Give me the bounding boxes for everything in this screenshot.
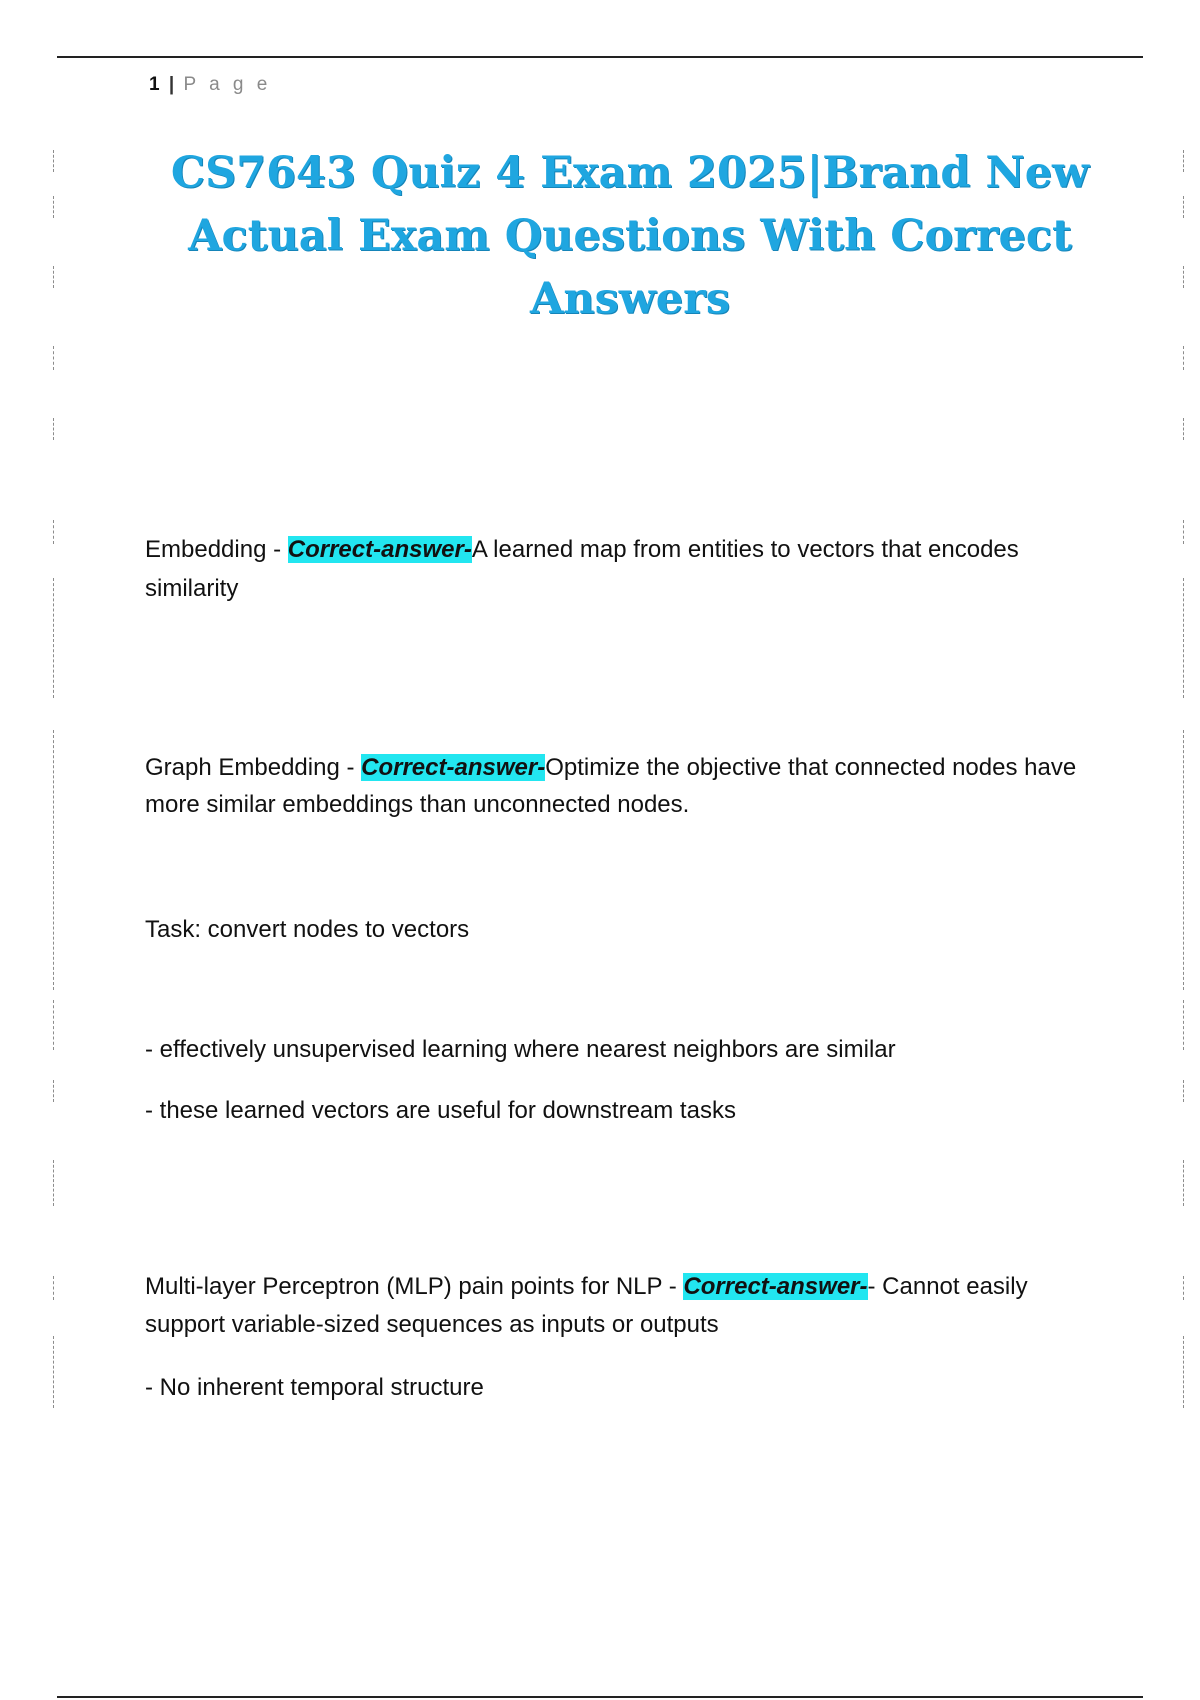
correct-answer-marker: Correct-answer- — [361, 754, 546, 781]
page-number-word: P a g e — [183, 74, 272, 95]
qa-extra-line: - effectively unsupervised learning where nearest neighbors are similar — [145, 1036, 896, 1063]
qa-graph-embedding — [145, 749, 1095, 823]
qa-term: Graph Embedding - — [145, 754, 362, 781]
qa-extra-line: - these learned vectors are useful for downstream tasks — [145, 1097, 736, 1124]
qa-term: Multi-layer Perceptron (MLP) pain points for NLP - — [145, 1273, 684, 1300]
page-number-separator: | — [168, 74, 176, 95]
qa-answer: A learned map from entities to vectors that encodes similarity — [145, 536, 1019, 602]
qa-term: Embedding - — [145, 536, 288, 563]
qa-embedding — [145, 530, 1095, 608]
qa-extra-line: Task: convert nodes to vectors — [145, 916, 470, 943]
footer-rule — [57, 1696, 1143, 1698]
correct-answer-marker: Correct-answer- — [287, 536, 472, 563]
qa-answer: - Cannot easily support variable-sized sequences as inputs or outputs — [145, 1273, 1028, 1338]
qa-mlp-pain-points — [145, 1268, 1095, 1344]
document-title: CS7643 Quiz 4 Exam 2025|Brand New Actual Exam Questions With Correct Answers — [170, 148, 1090, 324]
page-number — [149, 74, 271, 96]
header-rule — [57, 56, 1143, 58]
qa-extra-line: - No inherent temporal structure — [145, 1374, 484, 1401]
page-number-value: 1 — [149, 74, 161, 95]
correct-answer-marker: Correct-answer- — [683, 1273, 868, 1300]
qa-answer: Optimize the objective that connected nodes have more similar embeddings than unconnected nodes. — [145, 754, 1077, 818]
